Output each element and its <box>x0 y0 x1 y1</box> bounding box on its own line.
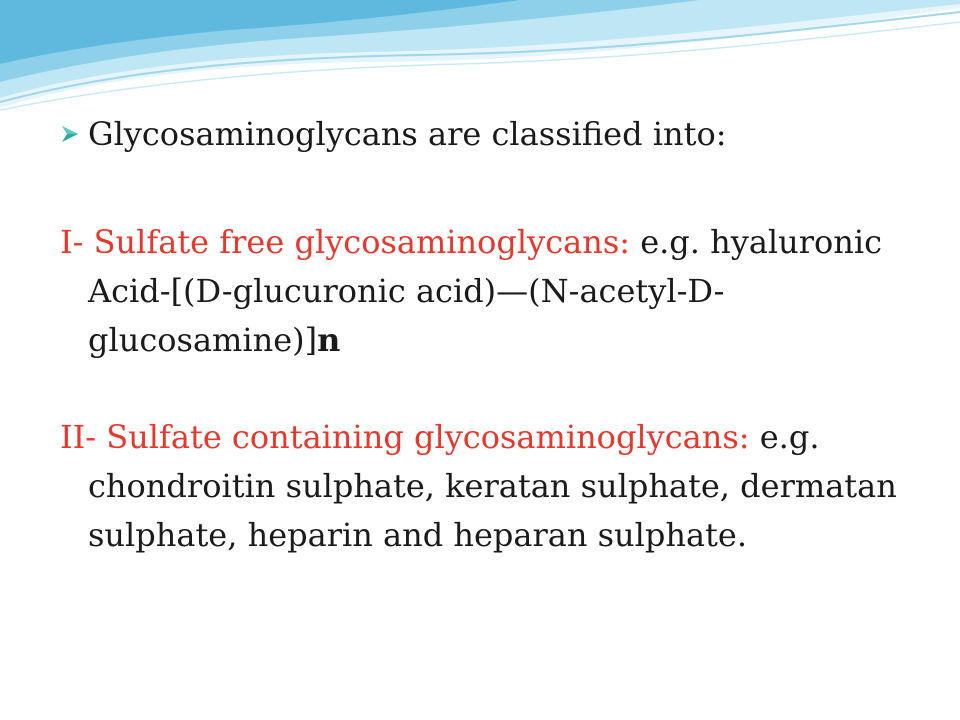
bullet-line <box>60 110 920 159</box>
item-body-sulfate-free: e.g. hyaluronic Acid-[(D-glucuronic acid)—(N-acetyl-D-glucosamine)] <box>88 223 883 359</box>
item-heading-sulfate-free: I- Sulfate free glycosaminoglycans: <box>60 223 631 261</box>
classification-item-sulfate-free <box>60 218 920 365</box>
classification-item-sulfate-containing <box>60 413 920 560</box>
item-body-sulfate-containing: e.g. chondroitin sulphate, keratan sulphate, dermatan sulphate, heparin and heparan sulphate. <box>88 418 897 554</box>
item-heading-sulfate-containing: II- Sulfate containing glycosaminoglycans: <box>60 418 750 456</box>
arrow-bullet-icon <box>60 124 80 144</box>
repeat-unit-subscript: n <box>317 321 341 359</box>
bullet-text: Glycosaminoglycans are classified into: <box>88 115 727 153</box>
